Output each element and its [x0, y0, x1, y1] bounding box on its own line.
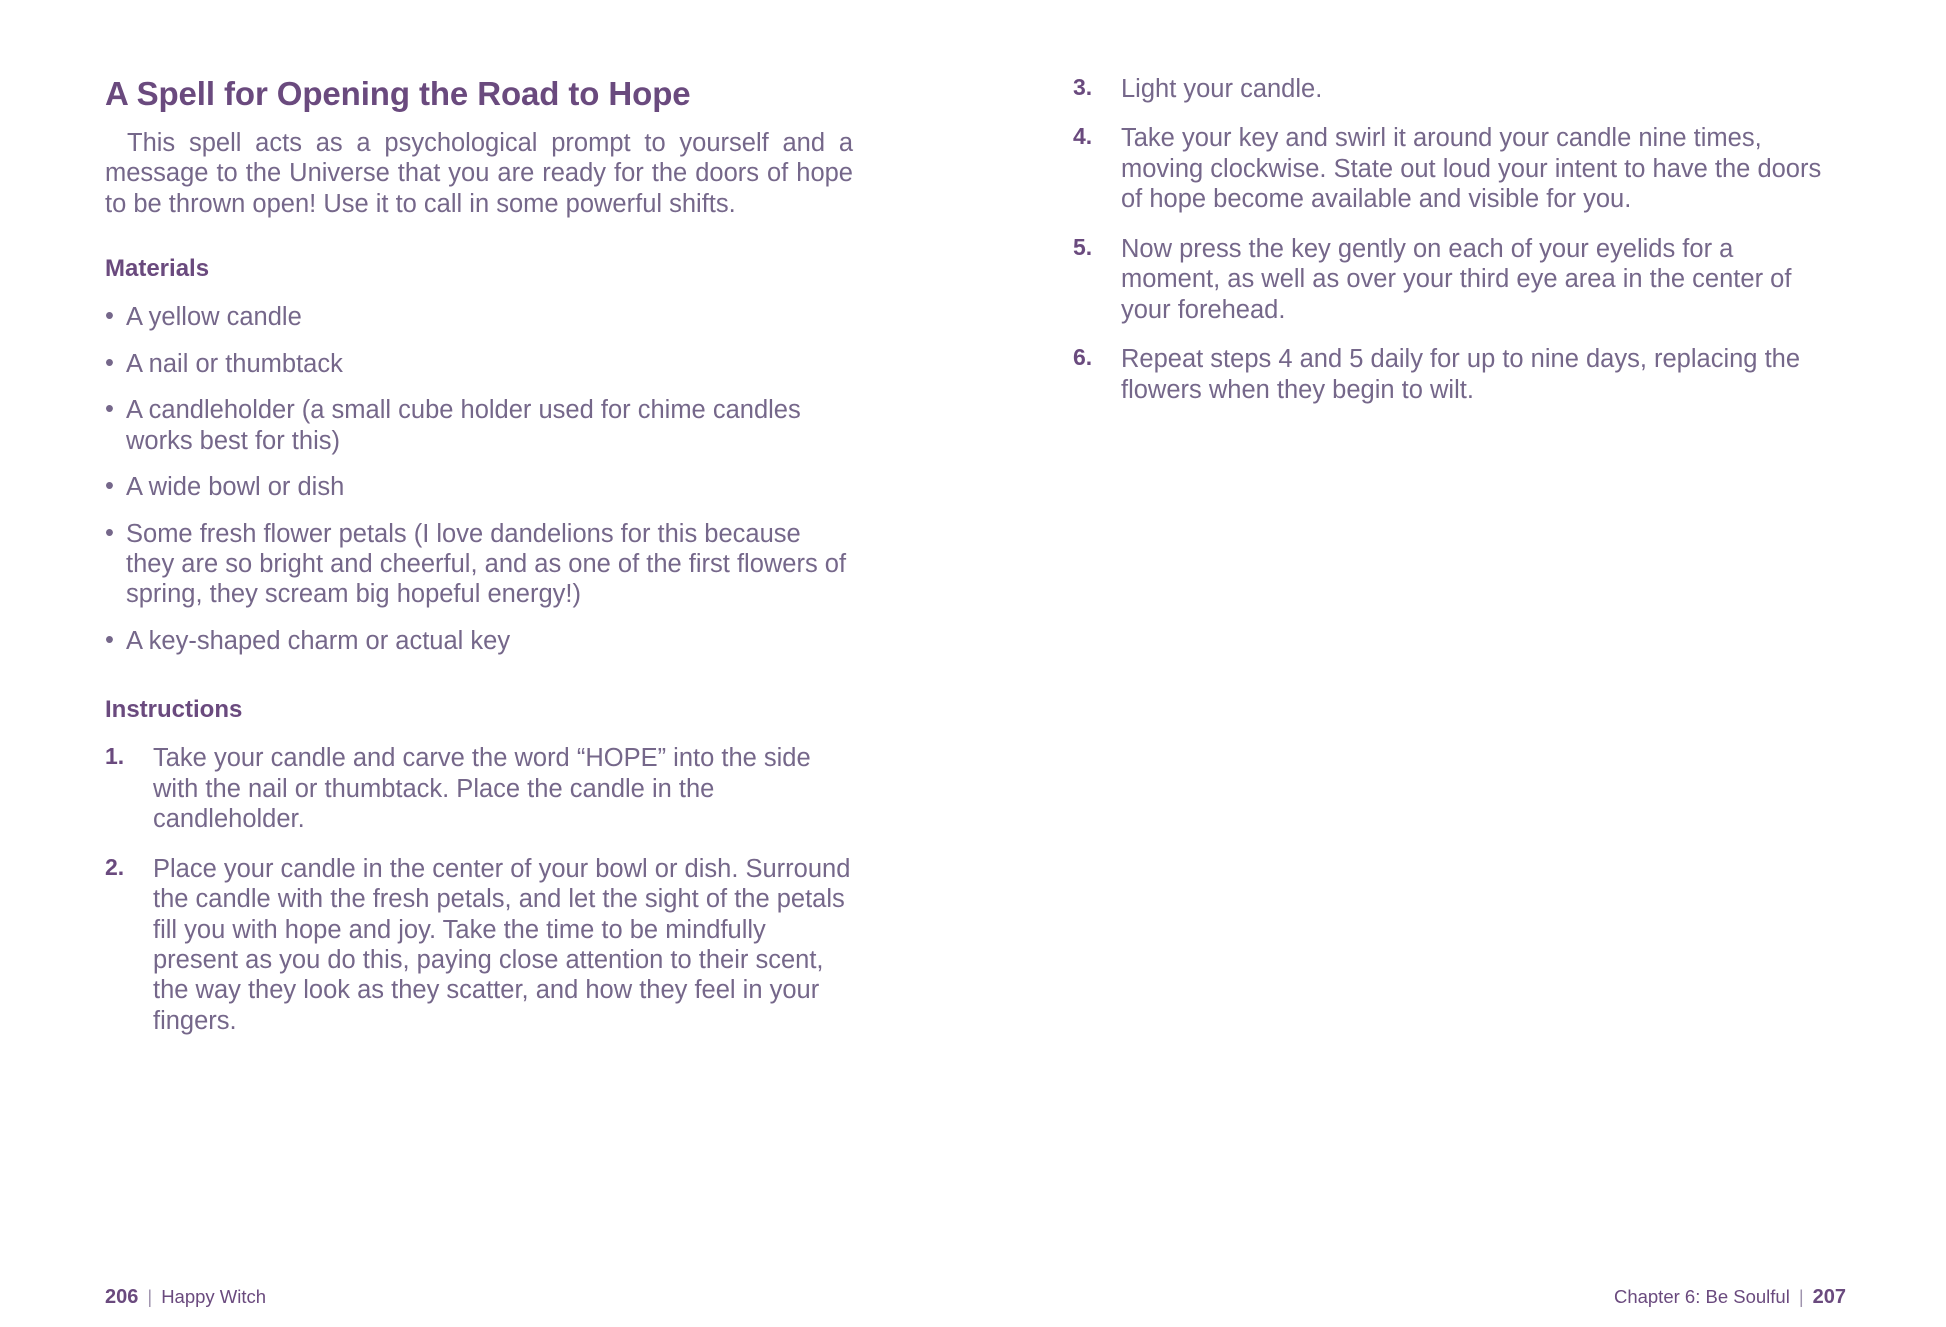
footer-left [105, 1267, 853, 1327]
list-item-text: Some fresh flower petals (I love dandelions for this because they are so bright and cheerful, and as one of the first flowers of spring, they scream big hopeful energy!) [126, 519, 847, 609]
list-item-text: A candleholder (a small cube holder used for chime candles works best for this) [126, 396, 801, 455]
page-number: 207 [1812, 1285, 1846, 1308]
step-text: Take your candle and carve the word “HOPE” into the side with the nail or thumbtack. Place the candle in the candleholder. [153, 744, 811, 834]
list-item [1073, 344, 1826, 405]
list-item-text: A key-shaped charm or actual key [126, 626, 511, 655]
step-number: 1. [105, 743, 125, 770]
list-item [105, 472, 853, 502]
right-page [973, 0, 1946, 1327]
step-number: 3. [1073, 74, 1093, 100]
step-number: 2. [105, 853, 125, 880]
bullet-icon: • [105, 625, 114, 654]
list-item [105, 854, 853, 1037]
list-item-text: A wide bowl or dish [126, 473, 345, 502]
list-item-text: A nail or thumbtack [126, 349, 343, 378]
book-title: Happy Witch [161, 1286, 267, 1307]
intro-paragraph: This spell acts as a psychological prompt to yourself and a message to the Universe that you are ready for the doors of hope to be thrown open! Use it to call in some powerful shifts. [105, 128, 853, 218]
bullet-icon: • [105, 302, 114, 331]
list-item [105, 626, 853, 656]
bullet-icon: • [105, 395, 114, 424]
list-item [105, 349, 853, 379]
list-item-text: A yellow candle [126, 303, 302, 332]
bullet-icon: • [105, 518, 114, 547]
step-number: 5. [1073, 233, 1093, 260]
list-item [105, 743, 853, 834]
spell-title: A Spell for Opening the Road to Hope [105, 75, 691, 112]
chapter-label: Chapter 6: Be Soulful [1613, 1286, 1790, 1307]
bullet-icon: • [105, 348, 114, 377]
step-text: Repeat steps 4 and 5 daily for up to nine days, replacing the flowers when they begin to wilt. [1121, 345, 1801, 404]
instructions-list-right [1073, 74, 1826, 405]
step-text: Now press the key gently on each of your eyelids for a moment, as well as over your third eye area in the center of your forehead. [1121, 234, 1792, 324]
step-number: 6. [1073, 344, 1093, 371]
footer-separator: | [147, 1286, 153, 1307]
footer-separator: | [1798, 1286, 1804, 1307]
list-item [105, 519, 853, 610]
step-number: 4. [1073, 123, 1093, 150]
instructions-list-left [105, 743, 853, 1036]
bullet-icon: • [105, 472, 114, 501]
materials-list [105, 302, 853, 656]
list-item [1073, 123, 1826, 214]
step-text: Take your key and swirl it around your candle nine times, moving clockwise. State out loud your intent to have the doors of hope become available and visible for you. [1121, 124, 1822, 214]
step-text: Light your candle. [1121, 75, 1323, 103]
list-item [105, 395, 853, 456]
footer-right [1073, 1267, 1846, 1327]
materials-heading: Materials [105, 255, 210, 283]
page-number: 206 [105, 1285, 139, 1308]
list-item [1073, 74, 1826, 104]
step-text: Place your candle in the center of your bowl or dish. Surround the candle with the fresh petals, and let the sight of the petals fill you with hope and joy. Take the time to be mindfully present as you do this, paying close attention to their scent, the way they look as they scatter, and how they feel in your fingers. [153, 854, 851, 1035]
list-item [105, 302, 853, 332]
instructions-heading: Instructions [105, 696, 243, 724]
list-item [1073, 234, 1826, 325]
